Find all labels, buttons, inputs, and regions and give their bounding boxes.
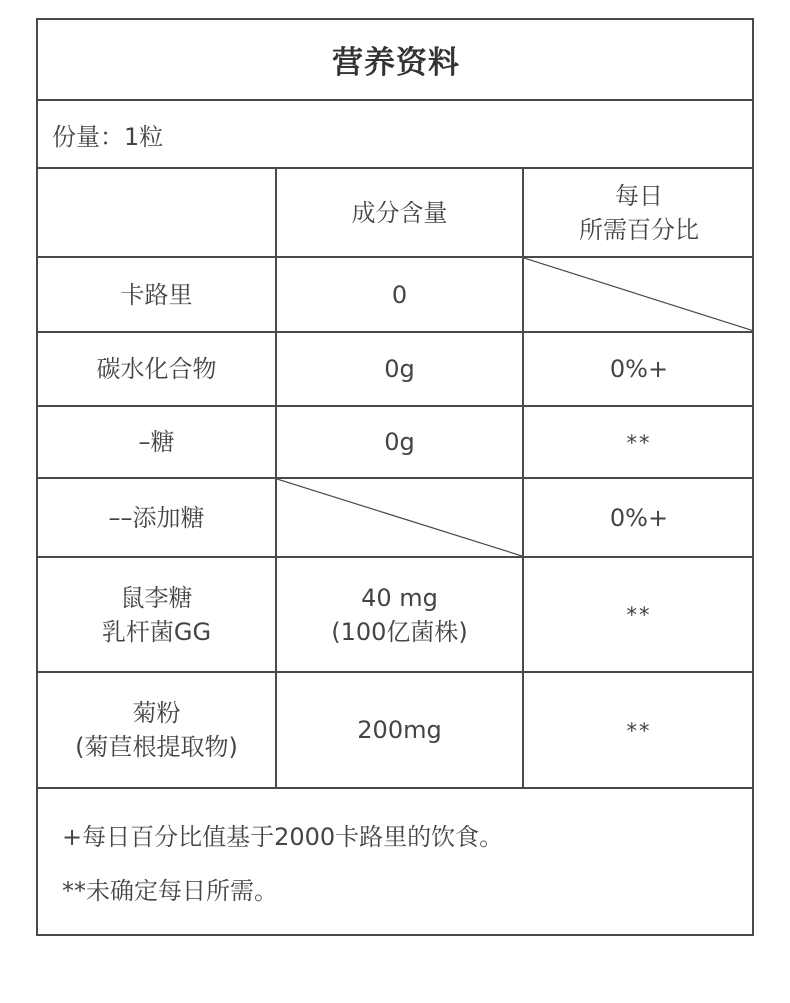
amount-line: 200mg <box>357 716 442 744</box>
nutrient-name <box>38 557 276 672</box>
daily-value-cell <box>523 406 754 478</box>
nutrient-amount <box>276 332 523 406</box>
nutrient-name-line: ––添加糖 <box>108 503 205 532</box>
nutrition-table <box>38 169 754 789</box>
amount-line: 40 mg <box>361 583 438 612</box>
nutrient-amount <box>276 257 523 332</box>
nutrient-name <box>38 478 276 557</box>
header-dv-line2: 所需百分比 <box>579 215 699 244</box>
diagonal-slash <box>524 258 754 331</box>
nutrient-name-line: 鼠李糖 <box>120 583 193 612</box>
header-daily-value <box>523 169 754 257</box>
table-row <box>38 672 754 788</box>
header-amount <box>276 169 523 257</box>
table-row <box>38 257 754 332</box>
daily-value: ** <box>626 430 652 455</box>
nutrient-name-line: 碳水化合物 <box>96 355 217 383</box>
nutrient-name-line: 乳杆菌GG <box>101 617 212 646</box>
nutrient-name <box>38 332 276 406</box>
daily-value: 0%+ <box>609 503 669 532</box>
amount-line: 0 <box>391 280 408 309</box>
nutrient-name-line: 卡路里 <box>120 280 193 309</box>
nutrient-amount <box>276 478 523 557</box>
daily-value-cell <box>523 332 754 406</box>
table-row <box>38 557 754 672</box>
daily-value-cell <box>523 257 754 332</box>
footnote-not-established: **未确定每日所需。 <box>62 877 278 905</box>
nutrition-facts-panel <box>36 18 754 936</box>
table-row <box>38 478 754 557</box>
daily-value: 0%+ <box>609 355 669 383</box>
nutrient-name-line: 菊粉 <box>132 699 181 727</box>
nutrient-name <box>38 672 276 788</box>
table-row <box>38 406 754 478</box>
table-header-row <box>38 169 754 257</box>
nutrient-amount <box>276 557 523 672</box>
nutrient-amount <box>276 672 523 788</box>
footnote-daily-value-basis: +每日百分比值基于2000卡路里的饮食。 <box>62 823 504 851</box>
daily-value: ** <box>626 603 652 627</box>
nutrient-name-line: –糖 <box>138 428 175 456</box>
nutrient-name-line: (菊苣根提取物) <box>75 733 238 761</box>
header-amount-label: 成分含量 <box>351 198 448 227</box>
daily-value-cell <box>523 478 754 557</box>
amount-line: (100亿菌株) <box>331 617 468 646</box>
header-dv-line1: 每日 <box>615 181 663 210</box>
diagonal-slash <box>277 479 522 556</box>
serving-size: 份量：1粒 <box>38 101 754 169</box>
panel-title: 营养资料 <box>38 20 754 101</box>
nutrient-name <box>38 257 276 332</box>
nutrient-amount <box>276 406 523 478</box>
header-blank-cell <box>38 169 276 257</box>
amount-line: 0g <box>384 428 415 456</box>
daily-value-cell <box>523 557 754 672</box>
daily-value-cell <box>523 672 754 788</box>
table-row <box>38 332 754 406</box>
nutrient-name <box>38 406 276 478</box>
daily-value: ** <box>626 718 652 743</box>
amount-line: 0g <box>384 355 415 383</box>
